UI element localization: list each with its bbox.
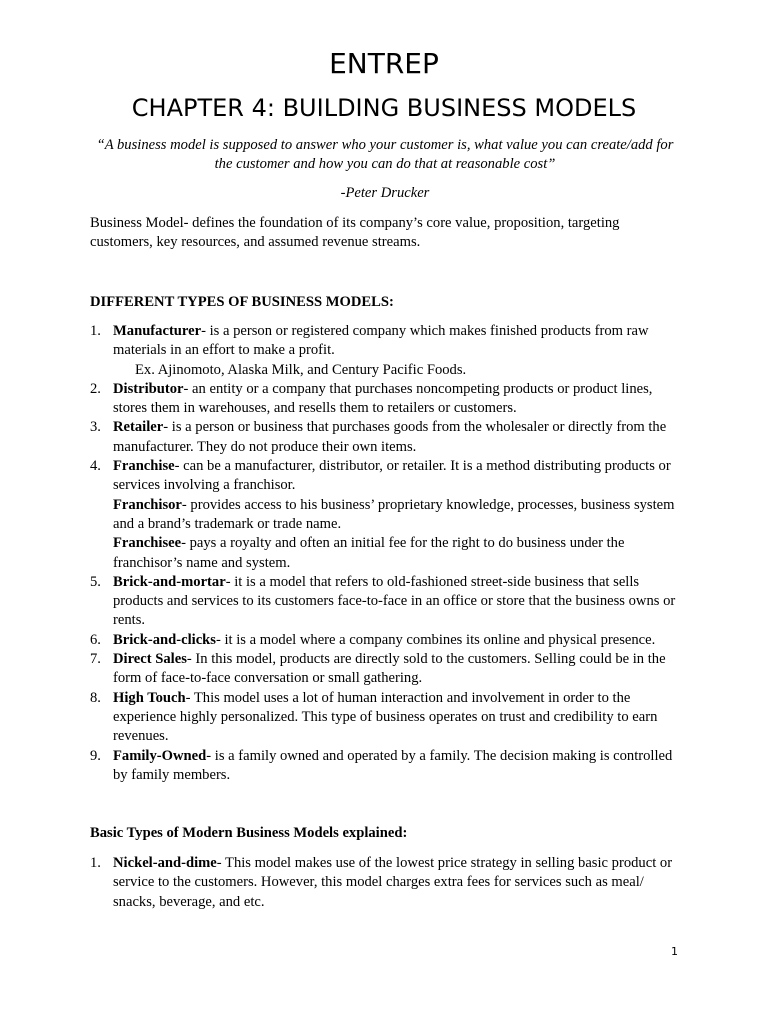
quote-author: -Peter Drucker <box>340 185 430 201</box>
sub-text: - pays a royalty and often an initial fee for the right to do business under the franchisor’s name and system. <box>113 535 625 571</box>
list-item <box>90 457 680 573</box>
item-number: 4. <box>90 458 101 475</box>
item-text: - is a person or business that purchases goods from the wholesaler or directly from the manufacturer. They do not produce their own items. <box>113 419 667 455</box>
item-text: - In this model, products are directly sold to the customers. Selling could be in the form of face-to-face conversation or small gathering. <box>113 651 666 687</box>
item-text: - it is a model that refers to old-fashioned street-side business that sells products and services to its customers face-to-face in an office or store that the business owns or rents. <box>113 573 676 629</box>
item-number: 2. <box>90 380 101 397</box>
franchisor-definition <box>113 496 680 535</box>
item-number: 1. <box>90 855 101 871</box>
item-term: Family-Owned <box>113 747 207 764</box>
list-item <box>90 747 680 786</box>
item-number: 9. <box>90 747 101 764</box>
item-text: - is a person or registered company which makes finished products from raw materials in an effort to make a profit. <box>113 323 649 359</box>
definition-paragraph: Business Model- defines the foundation of its company’s core value, proposition, targeting customers, key resources, and assumed revenue streams. <box>90 215 620 251</box>
section-heading-modern: Basic Types of Modern Business Models explained: <box>90 825 408 841</box>
item-text: - This model makes use of the lowest price strategy in selling basic product or service to the customers. However, this model charges extra fees for services such as meal/ snacks, beverage, and etc. <box>113 855 673 910</box>
chapter-title: CHAPTER 4: BUILDING BUSINESS MODELS <box>131 94 637 122</box>
modern-business-models-list <box>90 854 680 912</box>
page-number: 1 <box>671 945 678 958</box>
item-number: 1. <box>90 323 101 339</box>
item-term: Distributor <box>113 380 184 397</box>
item-number: 5. <box>90 573 101 590</box>
sub-term: Franchisee <box>113 535 182 552</box>
list-item <box>90 854 680 912</box>
item-number: 6. <box>90 631 101 648</box>
list-item <box>90 689 680 747</box>
item-text: - is a family owned and operated by a family. The decision making is controlled by family members. <box>113 747 673 783</box>
item-text: - it is a model where a company combines its online and physical presence. <box>215 631 656 648</box>
item-number: 3. <box>90 419 101 436</box>
sub-term: Franchisor <box>113 496 182 513</box>
document-title: ENTREP <box>329 47 439 80</box>
item-term: Retailer <box>113 419 164 436</box>
franchisee-definition <box>113 534 680 573</box>
item-term: Brick-and-clicks <box>113 631 216 648</box>
section-heading-types: DIFFERENT TYPES OF BUSINESS MODELS: <box>90 294 394 310</box>
item-text: - can be a manufacturer, distributor, or retailer. It is a method distributing products or services involving a franchisor. <box>113 458 671 494</box>
list-item <box>90 573 680 631</box>
list-item <box>90 650 680 689</box>
business-model-types-list <box>90 322 680 785</box>
list-item <box>90 418 680 457</box>
list-item <box>90 322 680 380</box>
item-text: - This model uses a lot of human interaction and involvement in order to the experience highly personalized. This type of business operates on trust and credibility to earn revenues. <box>113 689 658 745</box>
item-number: 7. <box>90 651 101 668</box>
item-term: High Touch <box>113 689 186 706</box>
item-term: Manufacturer <box>113 323 202 339</box>
quote: “A business model is supposed to answer who your customer is, what value you can create/add for the customer and how you can do that at reasonable cost” <box>96 137 674 173</box>
item-example: Ex. Ajinomoto, Alaska Milk, and Century Pacific Foods. <box>135 361 467 378</box>
list-item <box>90 380 680 419</box>
item-term: Direct Sales <box>113 651 187 668</box>
item-number: 8. <box>90 689 101 706</box>
list-item <box>90 631 680 650</box>
item-text: - an entity or a company that purchases noncompeting products or product lines, stores them in warehouses, and resells them to retailers or customers. <box>113 380 653 417</box>
item-term: Franchise <box>113 458 175 475</box>
item-term: Nickel-and-dime <box>113 855 217 871</box>
sub-text: - provides access to his business’ proprietary knowledge, processes, business system and a brand’s trademark or trade name. <box>113 496 675 532</box>
item-term: Brick-and-mortar <box>113 573 226 590</box>
